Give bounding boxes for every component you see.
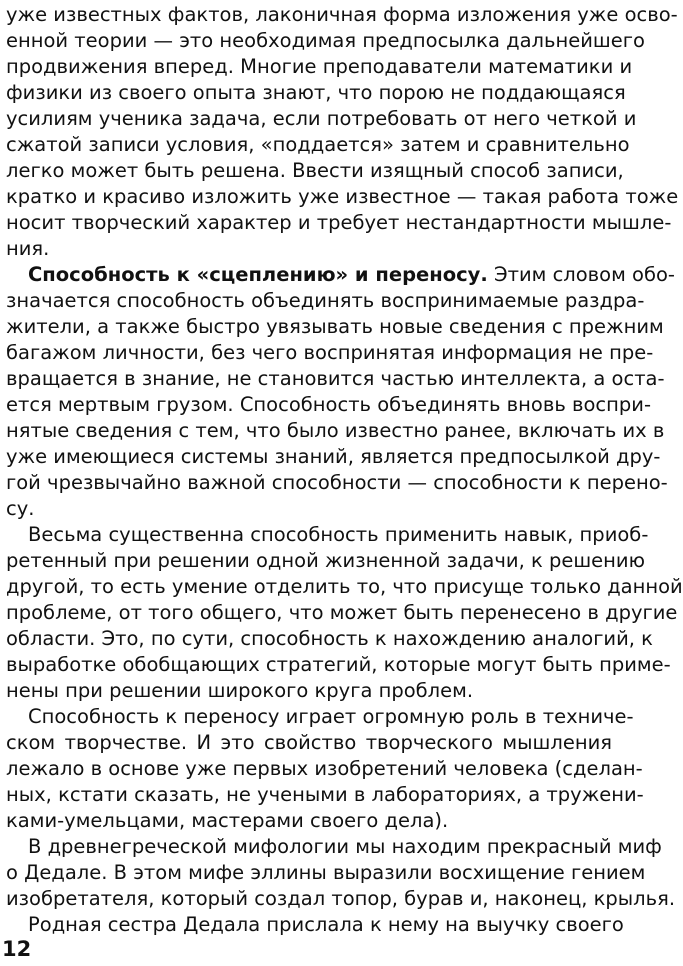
text-line: проблеме, от того общего, что может быть перенесено в другие xyxy=(6,601,678,624)
text-line: носит творческий характер и требует нестандартности мышле- xyxy=(6,211,672,234)
text-line: багажом личности, без чего воспринятая информация не пре- xyxy=(6,341,654,364)
text-line: уже имеющиеся системы знаний, является предпосылкой дру- xyxy=(6,445,661,468)
text-line: кратко и красиво изложить уже известное — такая работа тоже xyxy=(6,185,679,208)
text-line: выработке обобщающих стратегий, которые могут быть приме- xyxy=(6,653,671,676)
page-number: 12 xyxy=(2,937,32,961)
text-line: енной теории — это необходимая предпосылка дальнейшего xyxy=(6,29,645,52)
text-line: нятые сведения с тем, что было известно ранее, включать их в xyxy=(6,419,665,442)
text-line: ется мертвым грузом. Способность объединять вновь воспри- xyxy=(6,393,651,416)
text-line: о Дедале. В этом мифе эллины выразили восхищение гением xyxy=(6,861,646,884)
text-line: Весьма существенна способность применить навык, приоб- xyxy=(28,523,649,546)
text-line: ных, кстати сказать, не учеными в лабораториях, а тружени- xyxy=(6,783,644,806)
text-line: изобретателя, который создал топор, бурав и, наконец, крылья. xyxy=(6,887,676,910)
text-line: гой чрезвычайно важной способности — способности к перено- xyxy=(6,471,668,494)
text-line: Способность к переносу играет огромную роль в техниче- xyxy=(28,705,634,728)
text-line: вращается в знание, не становится частью интеллекта, а оста- xyxy=(6,367,665,390)
text-line: Родная сестра Дедала прислала к нему на выучку своего xyxy=(28,913,624,936)
text-line: В древнегреческой мифологии мы находим прекрасный миф xyxy=(28,835,662,858)
text-line: ском творчестве. И это свойство творческого мышления xyxy=(6,731,612,754)
paragraph-heading: Способность к «сцеплению» и переносу. xyxy=(28,263,488,286)
text-line: продвижения вперед. Многие преподаватели математики и xyxy=(6,55,633,78)
text-line: уже известных фактов, лаконичная форма изложения уже осво- xyxy=(6,3,678,26)
text-line: легко может быть решена. Ввести изящный способ записи, xyxy=(6,159,624,182)
text-line: жители, а также быстро увязывать новые сведения с прежним xyxy=(6,315,664,338)
text-line: значается способность объединять воспринимаемые раздра- xyxy=(6,289,645,312)
text-line: ретенный при решении одной жизненной задачи, к решению xyxy=(6,549,645,572)
text-line: области. Это, по сути, способность к нахождению аналогий, к xyxy=(6,627,653,650)
text-line: усилиям ученика задача, если потребовать от него четкой и xyxy=(6,107,637,130)
text-line: ния. xyxy=(6,237,50,260)
text-line: лежало в основе уже первых изобретений человека (сделан- xyxy=(6,757,643,780)
text-line: другой, то есть умение отделить то, что присуще только данной xyxy=(6,575,683,598)
text-line: сжатой записи условия, «поддается» затем и сравнительно xyxy=(6,133,630,156)
text-line: нены при решении широкого круга проблем. xyxy=(6,679,474,702)
paragraph-heading-continuation: Этим словом обо- xyxy=(487,263,675,286)
text-line: су. xyxy=(6,497,35,520)
text-line: ками-умельцами, мастерами своего дела). xyxy=(6,809,449,832)
text-line: физики из своего опыта знают, что порою не поддающаяся xyxy=(6,81,626,104)
